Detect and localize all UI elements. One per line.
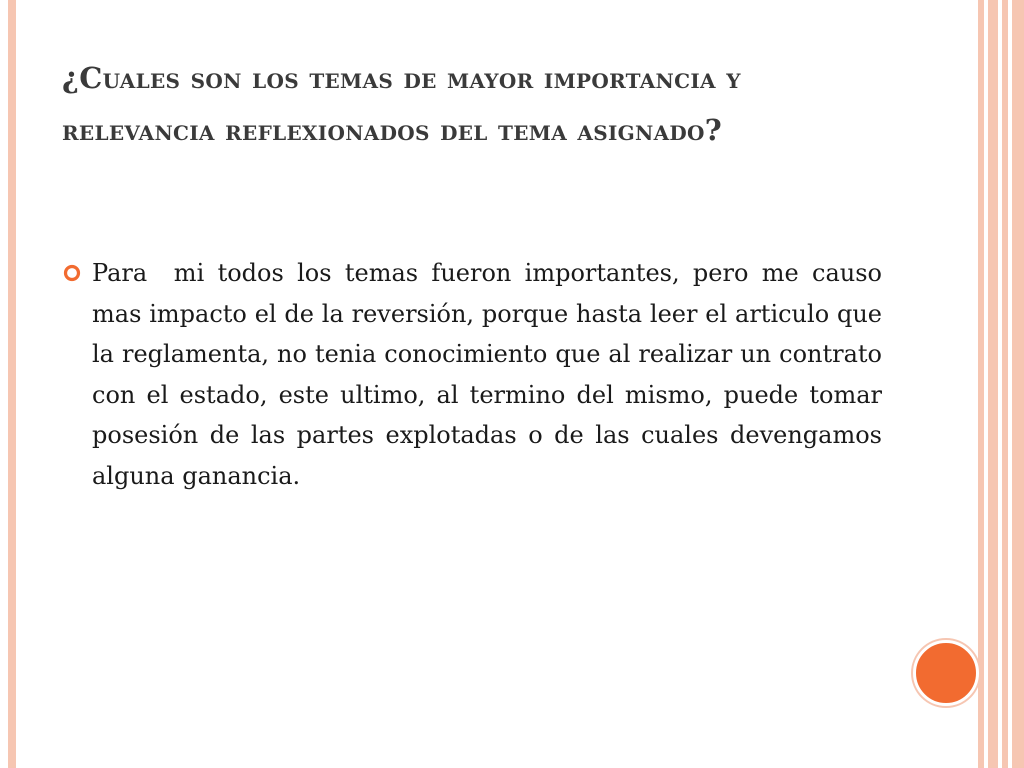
bullet-list-item	[62, 253, 890, 496]
left-decorative-stripe	[8, 0, 16, 768]
right-stripe-2	[988, 0, 998, 768]
right-stripe-4	[1012, 0, 1024, 768]
slide-content	[62, 253, 890, 496]
bullet-text: Para mi todos los temas fueron importantes, pero me causo mas impacto el de la reversión, porque hasta leer el articulo que la reglamenta, no tenia conocimiento que al realizar un contrato con el estado, este ultimo, al termino del mismo, puede tomar posesión de las partes explotadas o de las cuales devengamos alguna ganancia.	[92, 259, 890, 490]
decorative-circle	[913, 640, 979, 706]
right-decorative-border	[978, 0, 1024, 768]
slide-title: ¿Cuales son los temas de mayor importancia y relevancia reflexionados del tema asignado?	[62, 61, 741, 147]
bullet-icon	[62, 263, 82, 283]
